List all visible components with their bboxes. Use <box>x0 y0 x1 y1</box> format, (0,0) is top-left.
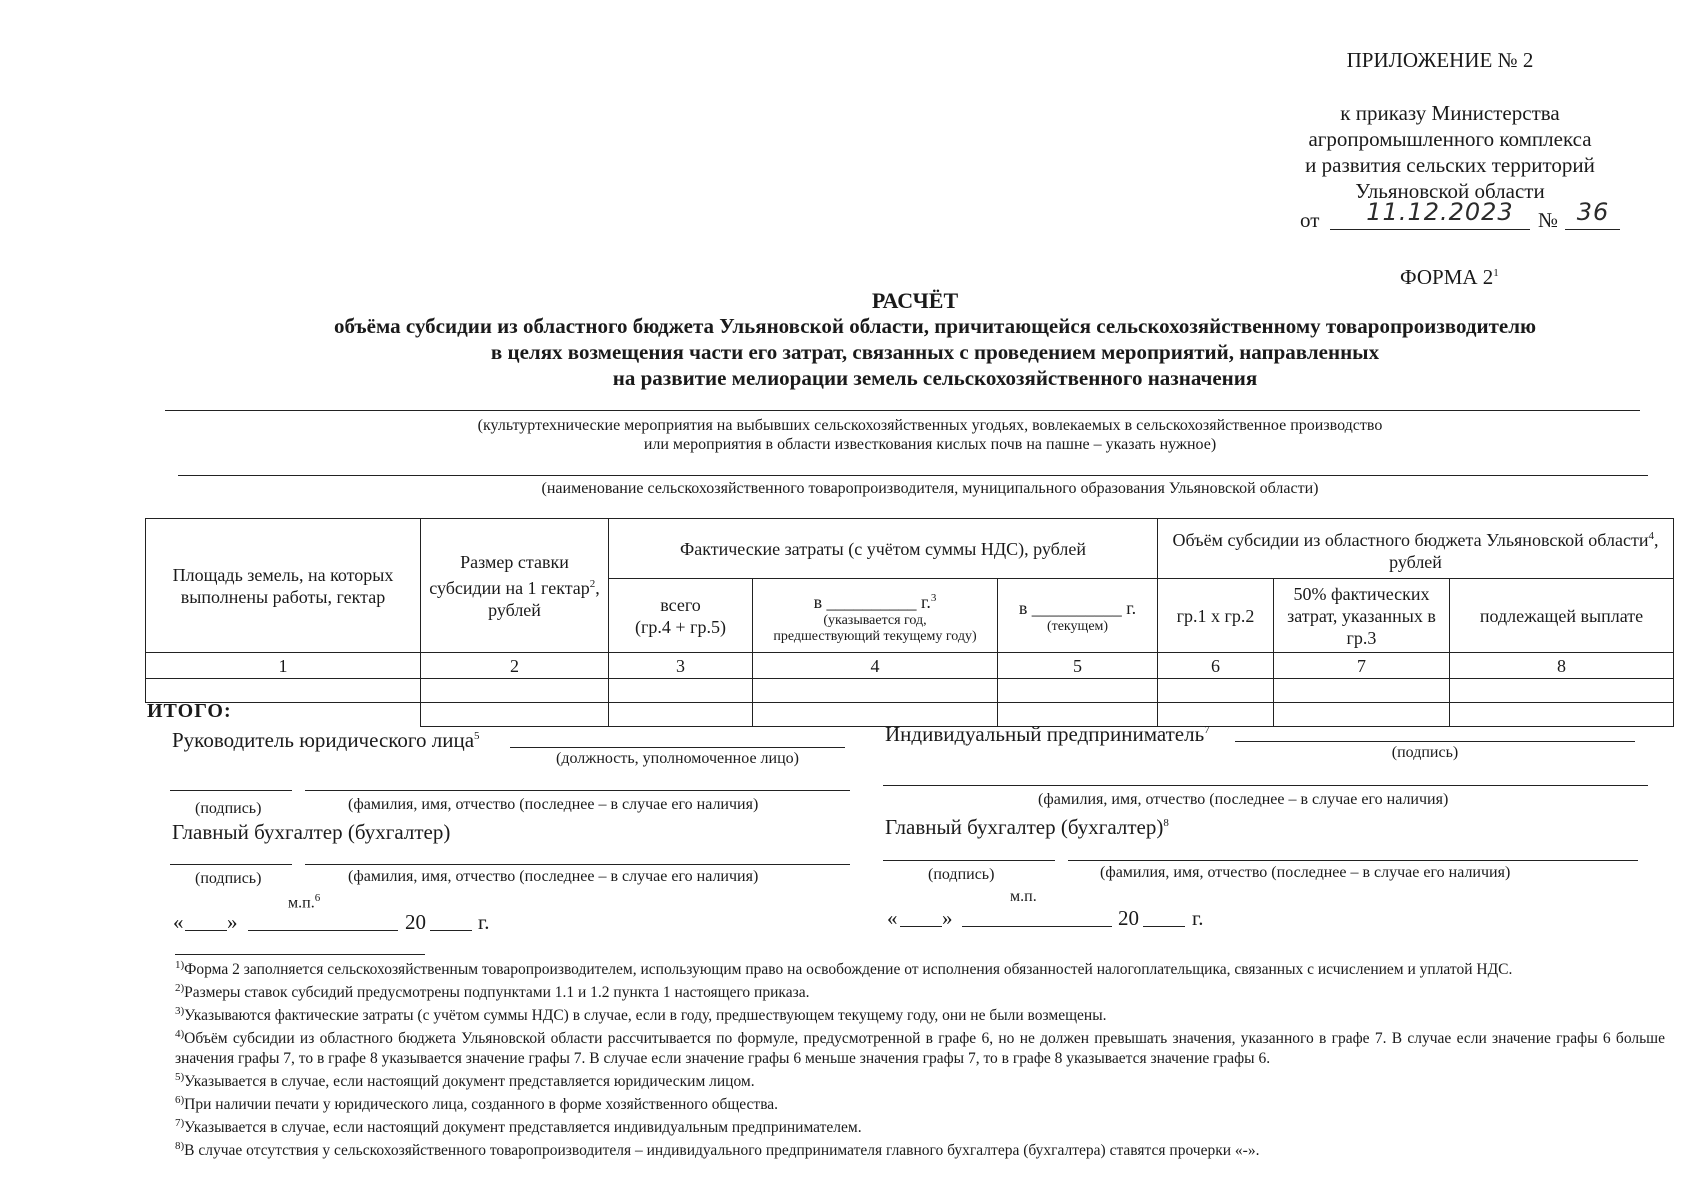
col-total-header: всего (гр.4 + гр.5) <box>609 579 753 653</box>
col-area-header: Площадь земель, на которых выполнены работы, гектар <box>146 519 421 653</box>
fio-caption: (фамилия, имя, отчество (последнее – в случае его наличия) <box>1038 791 1449 808</box>
order-line: к приказу Министерства <box>1340 101 1560 125</box>
handwritten-number: 36 <box>1576 198 1610 226</box>
column-number: 1 <box>146 653 421 679</box>
column-number: 2 <box>421 653 609 679</box>
column-number: 7 <box>1274 653 1450 679</box>
col-half-costs-header: 50% фактических затрат, указанных в гр.3 <box>1274 579 1450 653</box>
signature-caption: (подпись) <box>928 866 995 883</box>
date-close-quote: » <box>227 910 238 934</box>
fio-caption: (фамилия, имя, отчество (последнее – в случае его наличия) <box>348 796 759 813</box>
footnote-item: $^{7)}$Указывается в случае, если настоящий документ представляется индивидуальным предпринимателем. <box>175 1116 862 1137</box>
column-number: 6 <box>1158 653 1274 679</box>
subsidy-group-header: Объём субсидии из областного бюджета Ульяновской области$^4$, рублей <box>1158 519 1674 579</box>
form-label: ФОРМА $2^1$ <box>1400 265 1499 289</box>
position-caption: (должность, уполномоченное лицо) <box>556 750 799 767</box>
col-current-year-header: в __________ г. (текущем) <box>998 579 1158 653</box>
stamp-place: м.п. <box>1010 888 1037 905</box>
date-close-quote: » <box>942 906 953 930</box>
date-open-quote: « <box>173 910 184 934</box>
column-number: 8 <box>1450 653 1674 679</box>
year-suffix: г. <box>1192 906 1204 930</box>
order-line: и развития сельских территорий <box>1305 153 1595 177</box>
activity-blank-line <box>165 410 1640 411</box>
year-prefix: 20 <box>1118 906 1139 930</box>
column-number: 3 <box>609 653 753 679</box>
year-suffix: г. <box>478 910 490 934</box>
footnote-item: $^{8)}$В случае отсутствия у сельскохозяйственного товаропроизводителя – индивидуального предпринимателя главного бухгалтера (бухгалтера) ставятся прочерки «-». <box>175 1140 1260 1160</box>
legal-entity-head-label: Руководитель юридического лица$^5$ <box>172 728 480 752</box>
total-label: ИТОГО: <box>147 700 232 722</box>
document-subtitle: объёма субсидии из областного бюджета Ульяновской области, причитающейся сельскохозяйственному товаропроизводителю в целях возмещения части его затрат, связанных с проведением мероприятий, направленных на развитие мелиорации земель сельскохозяйственного назначения <box>333 314 1537 390</box>
col-payable-header: подлежащей выплате <box>1450 579 1674 653</box>
col-prev-year-header: в __________ г.$^3$ (указывается год, предшествующий текущему году) <box>753 579 998 653</box>
signature-caption: (подпись) <box>195 800 262 817</box>
fio-caption: (фамилия, имя, отчество (последнее – в случае его наличия) <box>1100 864 1511 881</box>
appendix-label: ПРИЛОЖЕНИЕ № 2 <box>1346 48 1534 72</box>
producer-blank-line <box>178 475 1648 476</box>
date-prefix: от <box>1300 208 1320 232</box>
chief-accountant-label: Главный бухгалтер (бухгалтер) <box>172 820 451 844</box>
footnote-item: $^{2)}$Размеры ставок субсидий предусмотрены подпунктами 1.1 и 1.2 пункта 1 настоящего приказа. <box>175 982 810 1002</box>
footnote-item: $^{1)}$Форма 2 заполняется сельскохозяйственным товаропроизводителем, использующим право на освобождение от исполнения обязанностей налогоплательщика, связанных с исчислением и уплатой НДС. <box>175 959 1513 979</box>
footnote-item: $^{6)}$При наличии печати у юридического лица, созданного в форме хозяйственного общества. <box>175 1093 779 1113</box>
footnote-item: $^{3)}$Указываются фактические затраты (с учётом суммы НДС) в случае, если в году, предшествующем текущему году, они не были возмещены. <box>175 1005 1107 1025</box>
signature-caption: (подпись) <box>195 870 262 887</box>
table-row <box>146 679 1674 703</box>
document-title: РАСЧЁТ <box>871 288 959 313</box>
costs-group-header: Фактические затраты (с учётом суммы НДС), рублей <box>609 519 1158 579</box>
order-line: агропромышленного комплекса <box>1308 127 1592 151</box>
handwritten-date: 11.12.2023 <box>1366 198 1514 226</box>
column-number: 4 <box>753 653 998 679</box>
footnote-separator <box>175 954 425 955</box>
activity-caption: (культуртехнические мероприятия на выбывших сельскохозяйственных угодьях, вовлекаемых в сельскохозяйственное производство или мероприятия в области известкования кислых почв на пашне – указать нужное) <box>477 417 1383 453</box>
col-formula-header: гр.1 х гр.2 <box>1158 579 1274 653</box>
individual-entrepreneur-label: Индивидуальный предприниматель$^7$ <box>885 722 1210 746</box>
order-line: Ульяновской области <box>1355 179 1545 203</box>
date-open-quote: « <box>887 906 898 930</box>
column-number-row <box>146 653 1674 679</box>
col-rate-header: Размер ставки субсидии на 1 гектар$^2$, рублей <box>421 519 609 653</box>
subsidy-table <box>145 518 1674 727</box>
producer-caption: (наименование сельскохозяйственного товаропроизводителя, муниципального образования Ульяновской области) <box>541 480 1319 497</box>
fio-caption: (фамилия, имя, отчество (последнее – в случае его наличия) <box>348 868 759 885</box>
column-number: 5 <box>998 653 1158 679</box>
number-sign: № <box>1538 208 1559 232</box>
year-prefix: 20 <box>405 910 426 934</box>
footnotes <box>175 956 1665 1160</box>
footnote-item: $^{4)}$Объём субсидии из областного бюджета Ульяновской области рассчитывается по формуле, предусмотренной в графе 6, но не должен превышать значения, указанного в графе 7. В случае если значение графы 6 больше значения графы 7, то в графе 8 указывается значение графы 7. В случае если значение графы 6 меньше значения графы 7, то в графе 8 указывается значение графы 6. <box>175 1028 1665 1067</box>
chief-accountant-label: Главный бухгалтер (бухгалтер)$^8$ <box>885 815 1169 839</box>
order-reference <box>1250 100 1650 204</box>
signature-caption: (подпись) <box>1391 744 1459 761</box>
stamp-place: м.п.$^6$ <box>288 892 321 912</box>
footnote-item: $^{5)}$Указывается в случае, если настоящий документ представляется юридическим лицом. <box>175 1070 755 1090</box>
